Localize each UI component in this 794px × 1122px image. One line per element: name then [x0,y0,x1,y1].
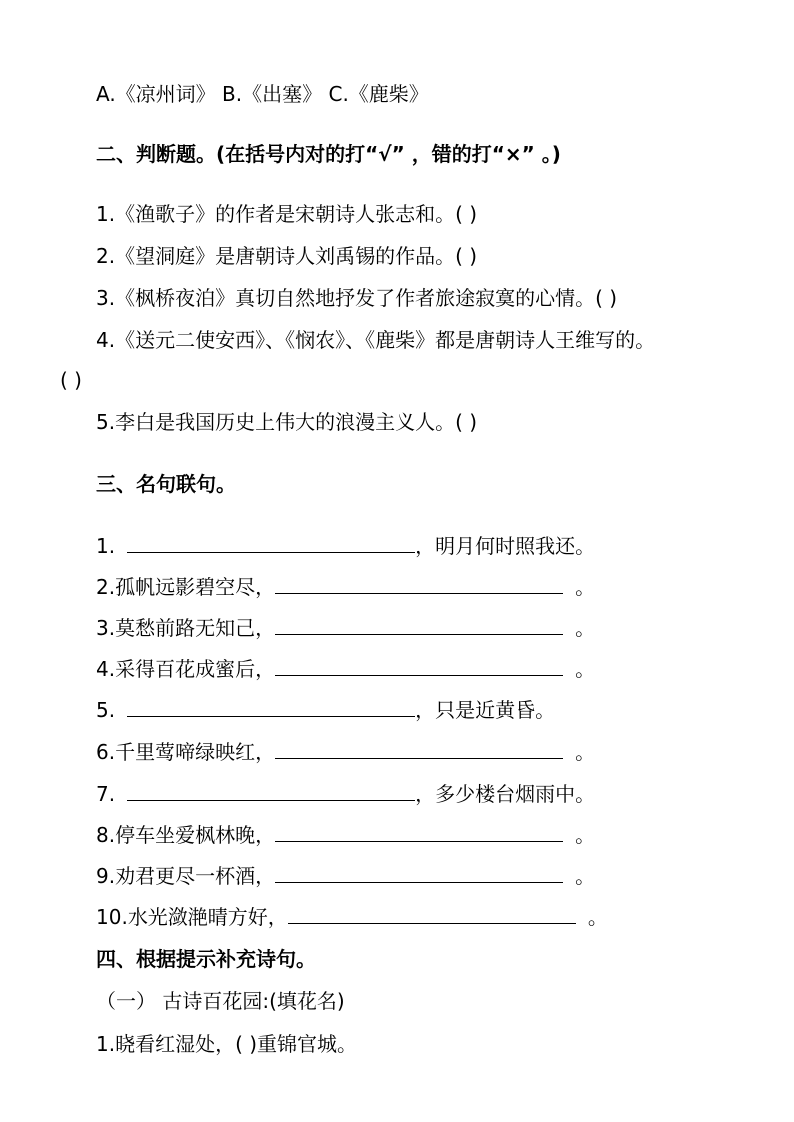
verse-text: 千里莺啼绿映红， [115,740,276,764]
fill-blank[interactable] [275,655,563,676]
verse-item-3 [96,614,595,642]
options-line: A.《凉州词》 B.《出塞》 C.《鹿柴》 [96,82,429,106]
judge-item-4: 4.《送元二使安西》、《悯农》、《鹿柴》都是唐朝诗人王维写的。 [96,328,656,352]
verse-item-9 [96,862,595,890]
fill-blank[interactable] [275,614,563,635]
verse-num: 2. [96,575,116,599]
verse-end: 。 [587,905,608,929]
section3-title: 三、名句联句。 [96,472,236,496]
fill-blank[interactable] [275,573,563,594]
verse-item-5 [96,696,555,724]
verse-num: 10. [96,905,128,929]
verse-item-10 [96,903,608,931]
verse-text: 莫愁前路无知己， [115,616,276,640]
verse-text: 停车坐爱枫林晚， [115,823,276,847]
fill-blank[interactable] [127,696,415,717]
verse-end: 。 [575,575,596,599]
fill-blank[interactable] [288,903,576,924]
section2-title: 二、判断题。(在括号内对的打“√” ，错的打“×” 。) [96,142,561,166]
judge-item-2: 2.《望洞庭》是唐朝诗人刘禹锡的作品。( ) [96,244,478,268]
section4-title: 四、根据提示补充诗句。 [96,947,316,971]
verse-text: 劝君更尽一杯酒， [115,864,276,888]
verse-end: 。 [575,823,596,847]
verse-end: 。 [575,740,596,764]
fill-blank[interactable] [275,821,563,842]
verse-text: 采得百花成蜜后， [115,657,276,681]
verse-num: 4. [96,657,116,681]
section4-sub: （一） 古诗百花园:(填花名) [96,989,345,1013]
verse-item-7 [96,780,595,808]
verse-item-2 [96,573,595,601]
verse-num: 9. [96,864,116,888]
verse-end: 。 [575,657,596,681]
fill-blank[interactable] [127,780,415,801]
verse-num: 8. [96,823,116,847]
judge-item-3: 3.《枫桥夜泊》真切自然地抒发了作者旅途寂寞的心情。( ) [96,286,618,310]
verse-item-1 [96,532,595,560]
verse-num: 5. [96,698,116,722]
verse-item-8 [96,821,595,849]
fill-blank[interactable] [127,532,415,553]
verse-item-6 [96,738,595,766]
fill-blank[interactable] [275,738,563,759]
verse-num: 3. [96,616,116,640]
flower-item-1: 1.晓看红湿处，( )重锦官城。 [96,1032,358,1056]
verse-end: 。 [575,616,596,640]
verse-num: 6. [96,740,116,764]
fill-blank[interactable] [275,862,563,883]
verse-text: 孤帆远影碧空尽， [115,575,276,599]
verse-item-4 [96,655,595,683]
verse-num: 1. [96,534,116,558]
verse-text: ，明月何时照我还。 [415,534,596,558]
verse-end: 。 [575,864,596,888]
verse-text: ，多少楼台烟雨中。 [415,782,596,806]
judge-item-1: 1.《渔歌子》的作者是宋朝诗人张志和。( ) [96,202,478,226]
verse-text: 水光潋滟晴方好， [127,905,288,929]
judge-item-5: 5.李白是我国历史上伟大的浪漫主义人。( ) [96,410,478,434]
verse-text: ，只是近黄昏。 [415,698,556,722]
verse-num: 7. [96,782,116,806]
judge-item-4-paren: ( ) [60,368,82,392]
